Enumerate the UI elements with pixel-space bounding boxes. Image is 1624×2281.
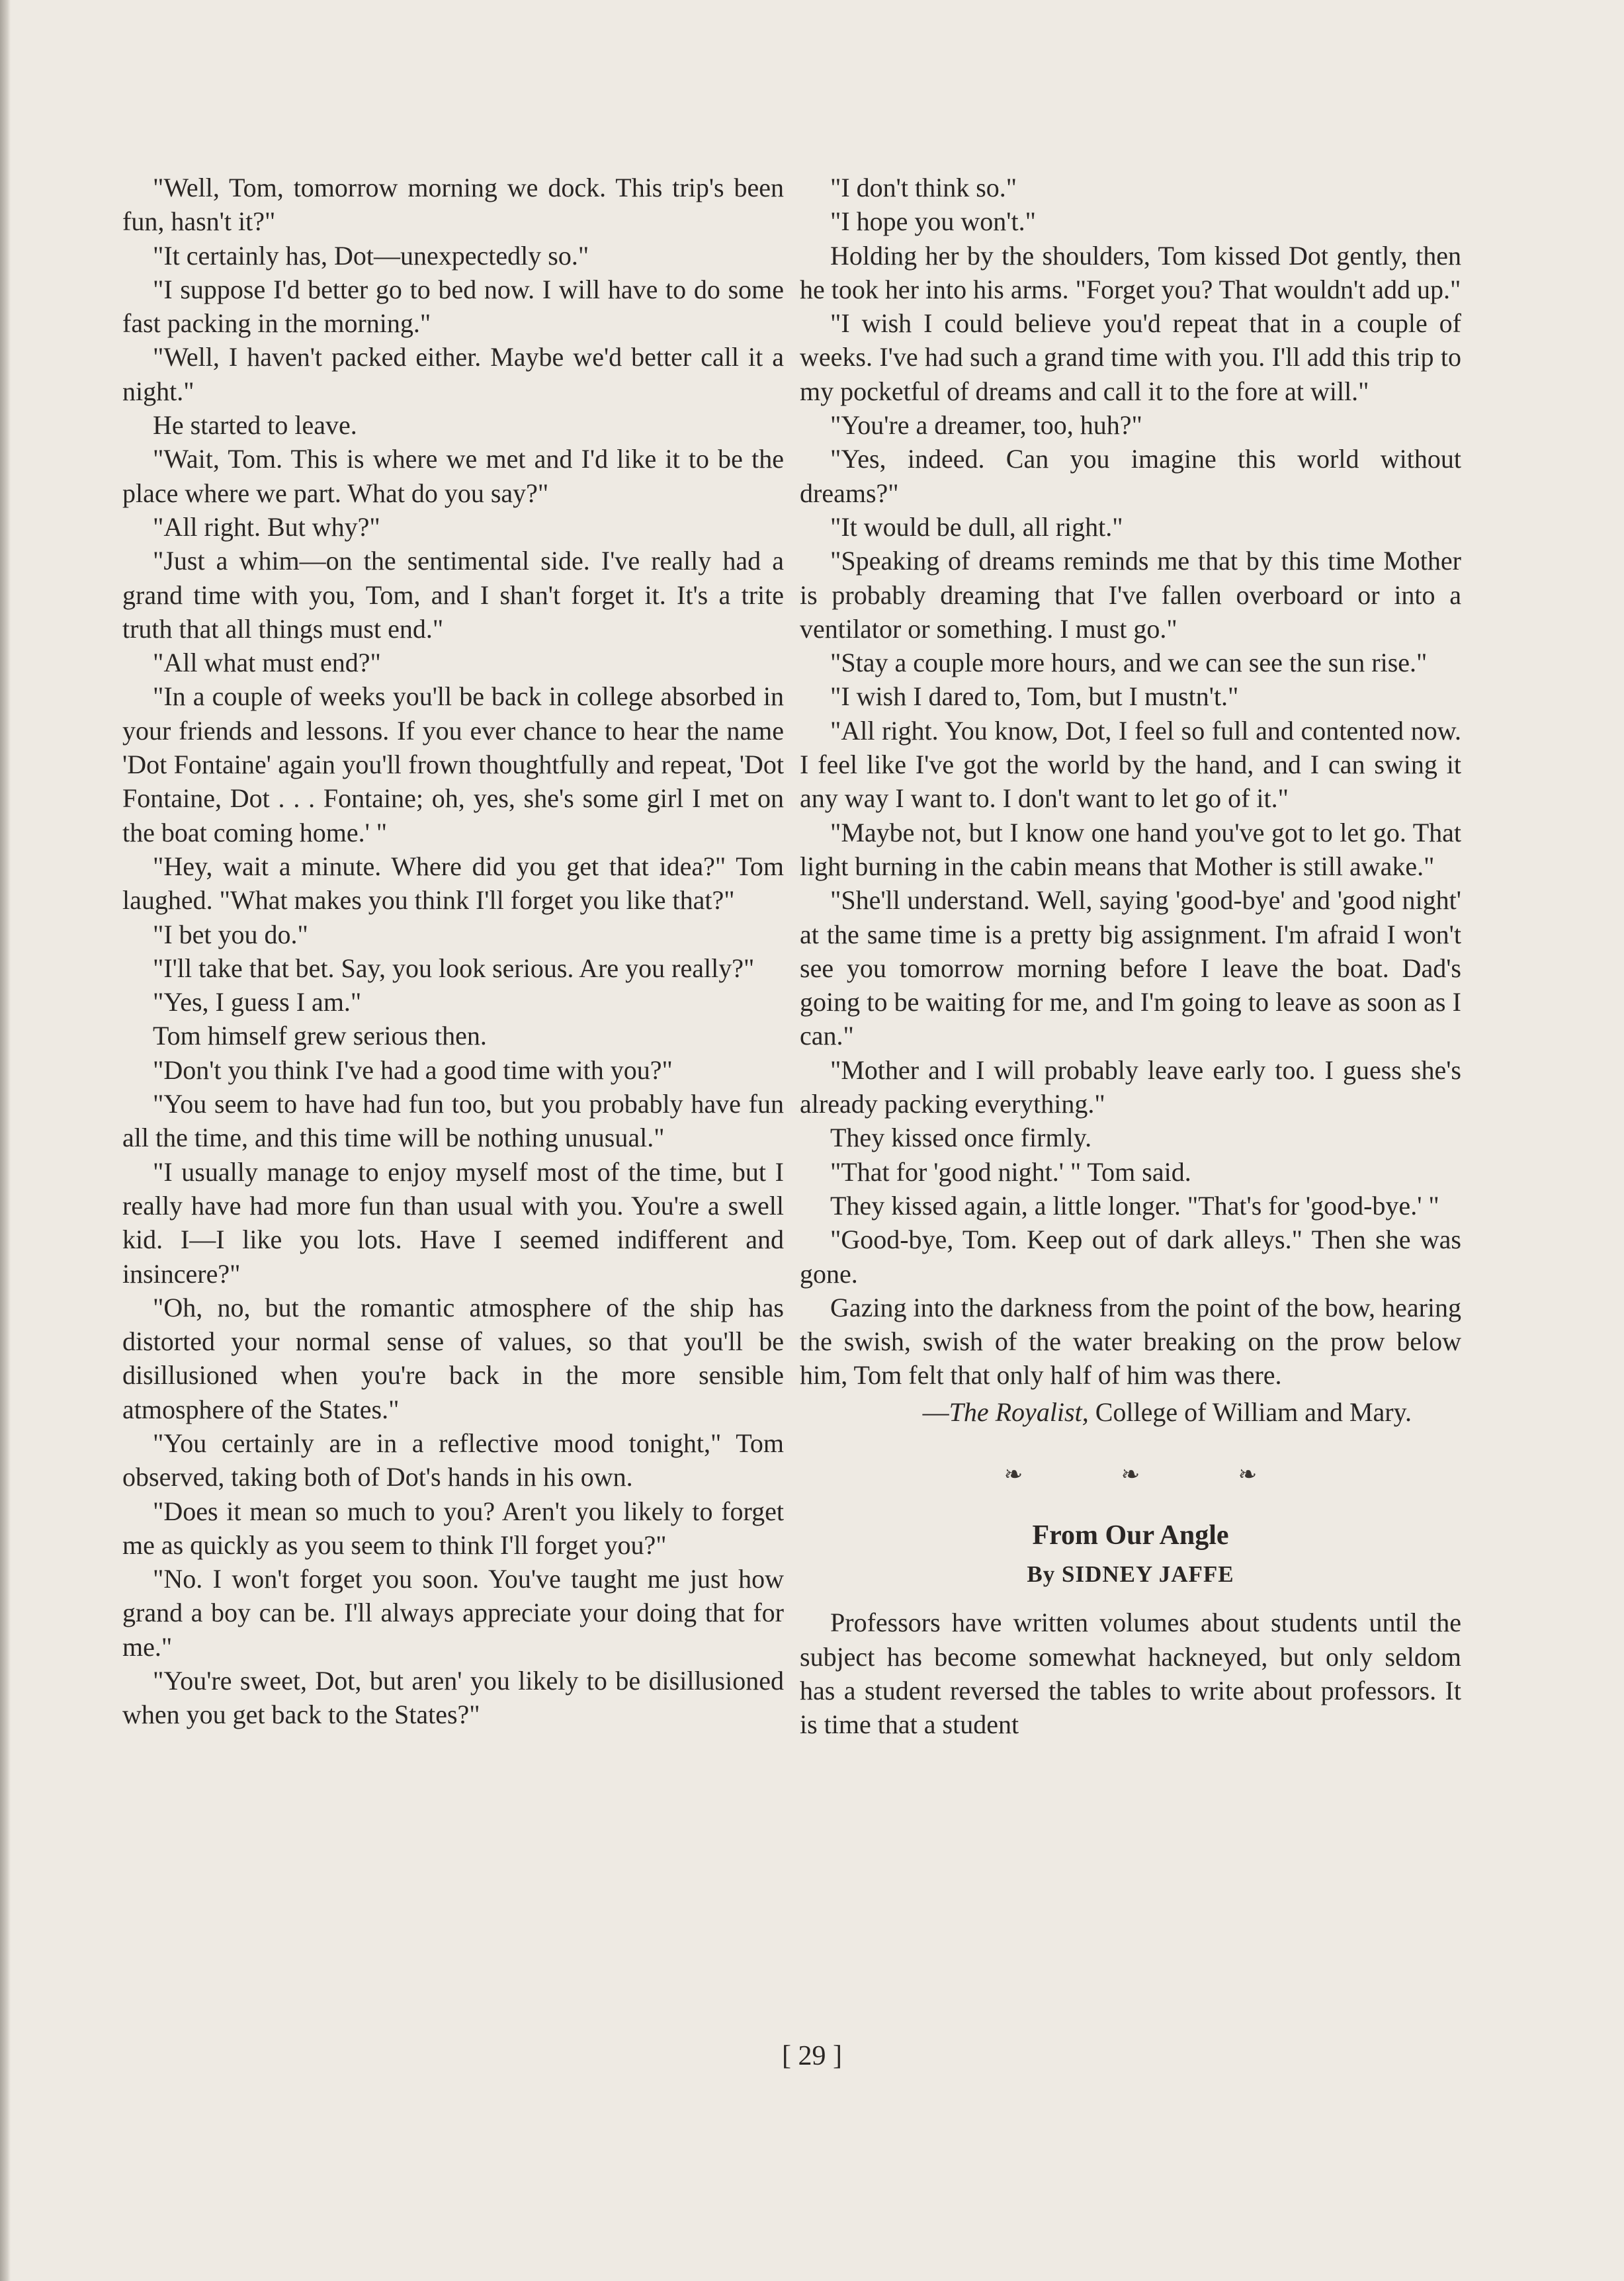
attribution: [800, 1395, 1461, 1429]
paragraph: "Does it mean so much to you? Aren't you likely to forget me as quickly as you seem to think I'll forget you?": [122, 1496, 784, 1560]
paragraph: Holding her by the shoulders, Tom kissed Dot gently, then he took her into his arms. "Forget you? That wouldn't add up.": [800, 240, 1461, 304]
paragraph: "Wait, Tom. This is where we met and I'd like it to be the place where we part. What do you say?": [122, 444, 784, 508]
paragraph: "I wish I dared to, Tom, but I mustn't.": [830, 681, 1239, 712]
paragraph: "Well, I haven't packed either. Maybe we'd better call it a night.": [122, 342, 784, 406]
paragraph: He started to leave.: [153, 410, 357, 441]
paragraph: "I hope you won't.": [830, 206, 1036, 237]
right-column: [800, 171, 1461, 1741]
paragraph: "Don't you think I've had a good time with you?": [153, 1054, 673, 1085]
paragraph: "I don't think so.": [830, 173, 1017, 202]
section-title: From Our Angle: [1032, 1520, 1229, 1551]
paragraph: "I suppose I'd better go to bed now. I will have to do some fast packing in the morning.": [122, 274, 784, 339]
paragraph: "In a couple of weeks you'll be back in college absorbed in your friends and lessons. If you ever chance to hear the name 'Dot Fontaine' again you'll frown thoughtfully and repeat, 'Dot Fontaine, Dot . . . Fontaine; oh, yes, she's some girl I met on the boat coming home.' ": [122, 681, 784, 847]
paragraph: "It would be dull, all right.": [830, 511, 1123, 542]
paragraph: "Mother and I will probably leave early too. I guess she's already packing everything.": [800, 1054, 1461, 1119]
paragraph: "All right. But why?": [153, 511, 380, 542]
paragraph: "All what must end?": [153, 648, 381, 678]
paragraph: Gazing into the darkness from the point of the bow, hearing the swish, swish of the water breaking on the prow below him, Tom felt that only half of him was there.: [800, 1292, 1461, 1391]
paragraph: "Oh, no, but the romantic atmosphere of the ship has distorted your normal sense of values, so that you'll be disillusioned when you're back in the more sensible atmosphere of the States.": [122, 1292, 784, 1424]
paragraph: "Stay a couple more hours, and we can see the sun rise.": [830, 648, 1428, 678]
attribution-source: The Royalist,: [949, 1397, 1089, 1427]
paragraph: Tom himself grew serious then.: [153, 1021, 487, 1051]
paragraph: "Yes, I guess I am.": [153, 987, 362, 1017]
paragraph: "I'll take that bet. Say, you look serious. Are you really?": [153, 953, 755, 983]
paragraph: "It certainly has, Dot—unexpectedly so.": [153, 240, 589, 271]
paragraph: "You seem to have had fun too, but you probably have fun all the time, and this time will be nothing unusual.": [122, 1089, 784, 1153]
paragraph: "That for 'good night.' " Tom said.: [830, 1156, 1191, 1187]
paragraph: "Just a whim—on the sentimental side. I've really had a grand time with you, Tom, and I shan't forget it. It's a trite truth that all things must end.": [122, 546, 784, 644]
paragraph: "I usually manage to enjoy myself most of the time, but I really have had more fun than usual with you. You're a swell kid. I—I like you lots. Have I seemed indifferent and insincere?": [122, 1156, 784, 1289]
paragraph: "Maybe not, but I know one hand you've got to let go. That light burning in the cabin means that Mother is still awake.": [800, 817, 1461, 881]
paragraph: They kissed again, a little longer. "That's for 'good-bye.' ": [830, 1190, 1439, 1221]
paragraph: "Speaking of dreams reminds me that by this time Mother is probably dreaming that I've fallen overboard or into a ventilator or something. I must go.": [800, 546, 1461, 644]
attribution-institution: College of William and Mary.: [1095, 1397, 1412, 1427]
paragraph: "You certainly are in a reflective mood tonight," Tom observed, taking both of Dot's hands in his own.: [122, 1428, 784, 1492]
paragraph: "I bet you do.": [153, 919, 308, 949]
paragraph: "All right. You know, Dot, I feel so full and contented now. I feel like I've got the world by the hand, and I can swing it any way I want to. I don't want to let go of it.": [800, 715, 1461, 814]
page-number: [ 29 ]: [782, 2041, 842, 2071]
paragraph: "I wish I could believe you'd repeat that in a couple of weeks. I've had such a grand time with you. I'll add this trip to my pocketful of dreams and call it to the fore at will.": [800, 308, 1461, 406]
paragraph: Professors have written volumes about students until the subject has become somewhat hackneyed, but only seldom has a student reversed the tables to write about professors. It is time that a student: [800, 1608, 1461, 1740]
binding-edge: [0, 0, 11, 2281]
section-divider-ornament: ❧ ❧ ❧: [1004, 1462, 1304, 1487]
paragraph: "No. I won't forget you soon. You've taught me just how grand a boy can be. I'll always appreciate your doing that for me.": [122, 1564, 784, 1662]
section-byline: By SIDNEY JAFFE: [1027, 1561, 1234, 1588]
attribution-dash: —: [922, 1397, 949, 1427]
paragraph: "You're a dreamer, too, huh?": [830, 410, 1142, 441]
paragraph: "She'll understand. Well, saying 'good-bye' and 'good night' at the same time is a pretty big assignment. I'm afraid I won't see you tomorrow morning before I leave the boat. Dad's going to be waiting for me, and I'm going to leave as soon as I can.": [800, 885, 1461, 1051]
left-column: [122, 171, 784, 1732]
paragraph: "Good-bye, Tom. Keep out of dark alleys." Then she was gone.: [800, 1225, 1461, 1289]
paragraph: "Yes, indeed. Can you imagine this world without dreams?": [800, 444, 1461, 508]
paragraph: "Well, Tom, tomorrow morning we dock. This trip's been fun, hasn't it?": [122, 173, 784, 237]
paragraph: "You're sweet, Dot, but aren' you likely to be disillusioned when you get back to the States?": [122, 1666, 784, 1730]
paragraph: They kissed once firmly.: [830, 1123, 1092, 1153]
paragraph: "Hey, wait a minute. Where did you get that idea?" Tom laughed. "What makes you think I'll forget you like that?": [122, 851, 784, 916]
